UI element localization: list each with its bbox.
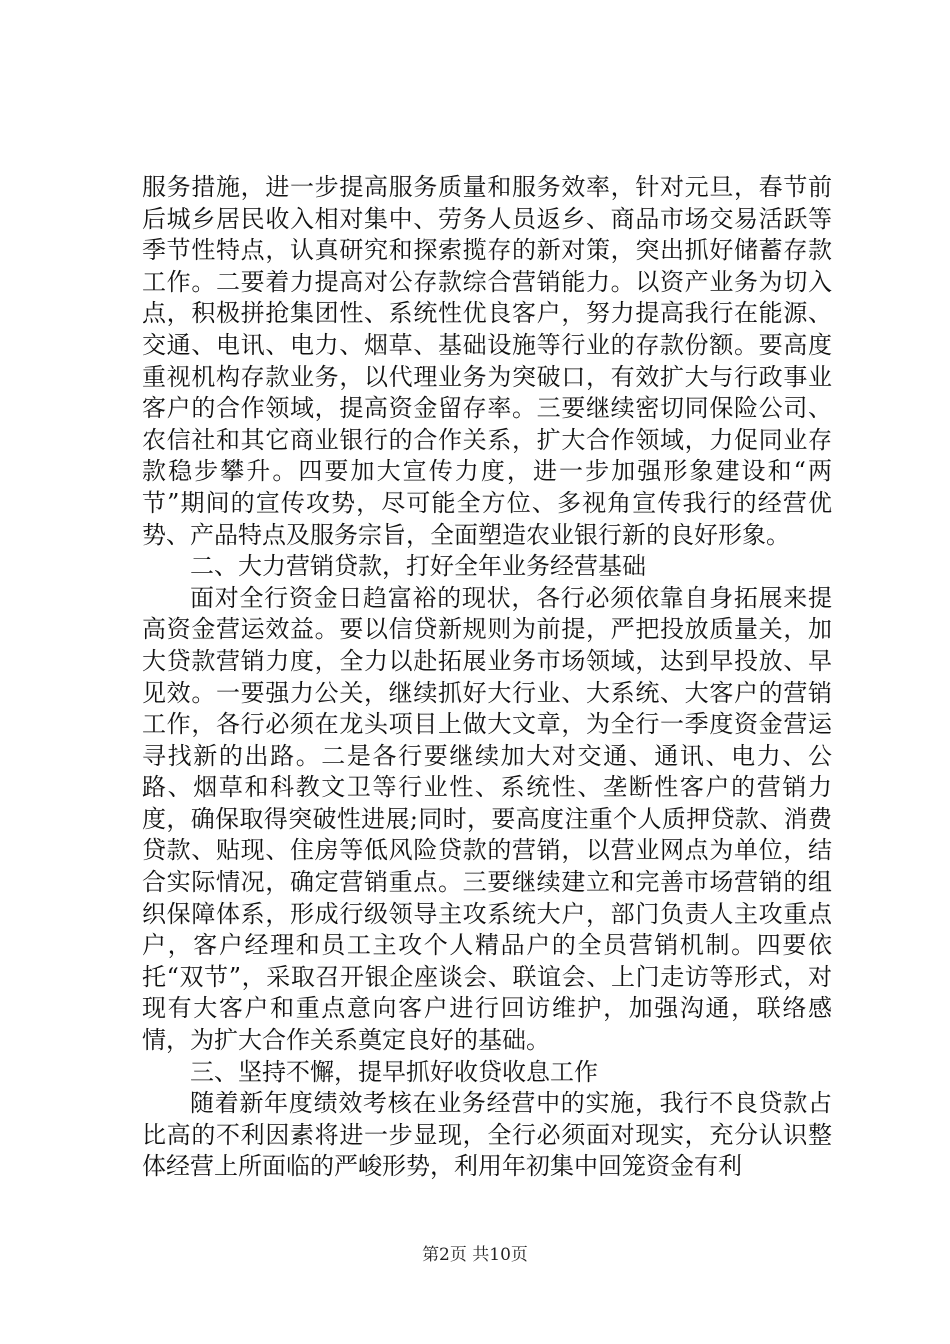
section-heading-collection: 三、坚持不懈，提早抓好收贷收息工作 [190,1057,598,1086]
section-heading-loans: 二、大力营销贷款，打好全年业务经营基础 [190,552,646,581]
paragraph-loan-marketing: 面对全行资金日趋富裕的现状，各行必须依靠自身拓展来提高资金营运效益。要以信贷新规则为前提，严把投放质量关，加大贷款营销力度，全力以赴拓展业务市场领域，达到早投放、早见效。一要强力公关，继续抓好大行业、大系统、大客户的营销工作，各行必须在龙头项目上做大文章，为全行一季度资金营运寻找新的出路。二是各行要继续加大对交通、通讯、电力、公路、烟草和科教文卫等行业性、系统性、垄断性客户的营销力度，确保取得突破性进展;同时，要高度注重个人质押贷款、消费贷款、贴现、住房等低风险贷款的营销，以营业网点为单位，结合实际情况，确定营销重点。三要继续建立和完善市场营销的组织保障体系，形成行级领导主攻系统大户，部门负责人主攻重点户，客户经理和员工主攻个人精品户的全员营销机制。四要依托“双节”，采取召开银企座谈会、联谊会、上门走访等形式，对现有大客户和重点意向客户进行回访维护，加强沟通，联络感情，为扩大合作关系奠定良好的基础。 [142,583,832,1055]
paragraph-collection: 随着新年度绩效考核在业务经营中的实施，我行不良贷款占比高的不利因素将进一步显现，全行必须面对现实，充分认识整体经营上所面临的严峻形势，利用年初集中回笼资金有利 [142,1089,832,1181]
document-body [142,172,832,1183]
page-number-footer: 第2页 共10页 [422,1245,528,1265]
paragraph-deposit-measures: 服务措施，进一步提高服务质量和服务效率，针对元旦，春节前后城乡居民收入相对集中、劳务人员返乡、商品市场交易活跃等季节性特点，认真研究和探索揽存的新对策，突出抓好储蓄存款工作。二要着力提高对公存款综合营销能力。以资产业务为切入点，积极拼抢集团性、系统性优良客户，努力提高我行在能源、交通、电讯、电力、烟草、基础设施等行业的存款份额。要高度重视机构存款业务，以代理业务为突破口，有效扩大与行政事业客户的合作领域，提高资金留存率。三要继续密切同保险公司、农信社和其它商业银行的合作关系，扩大合作领域，力促同业存款稳步攀升。四要加大宣传力度，进一步加强形象建设和“两节”期间的宣传攻势，尽可能全方位、多视角宣传我行的经营优势、产品特点及服务宗旨，全面塑造农业银行新的良好形象。 [142,173,832,549]
